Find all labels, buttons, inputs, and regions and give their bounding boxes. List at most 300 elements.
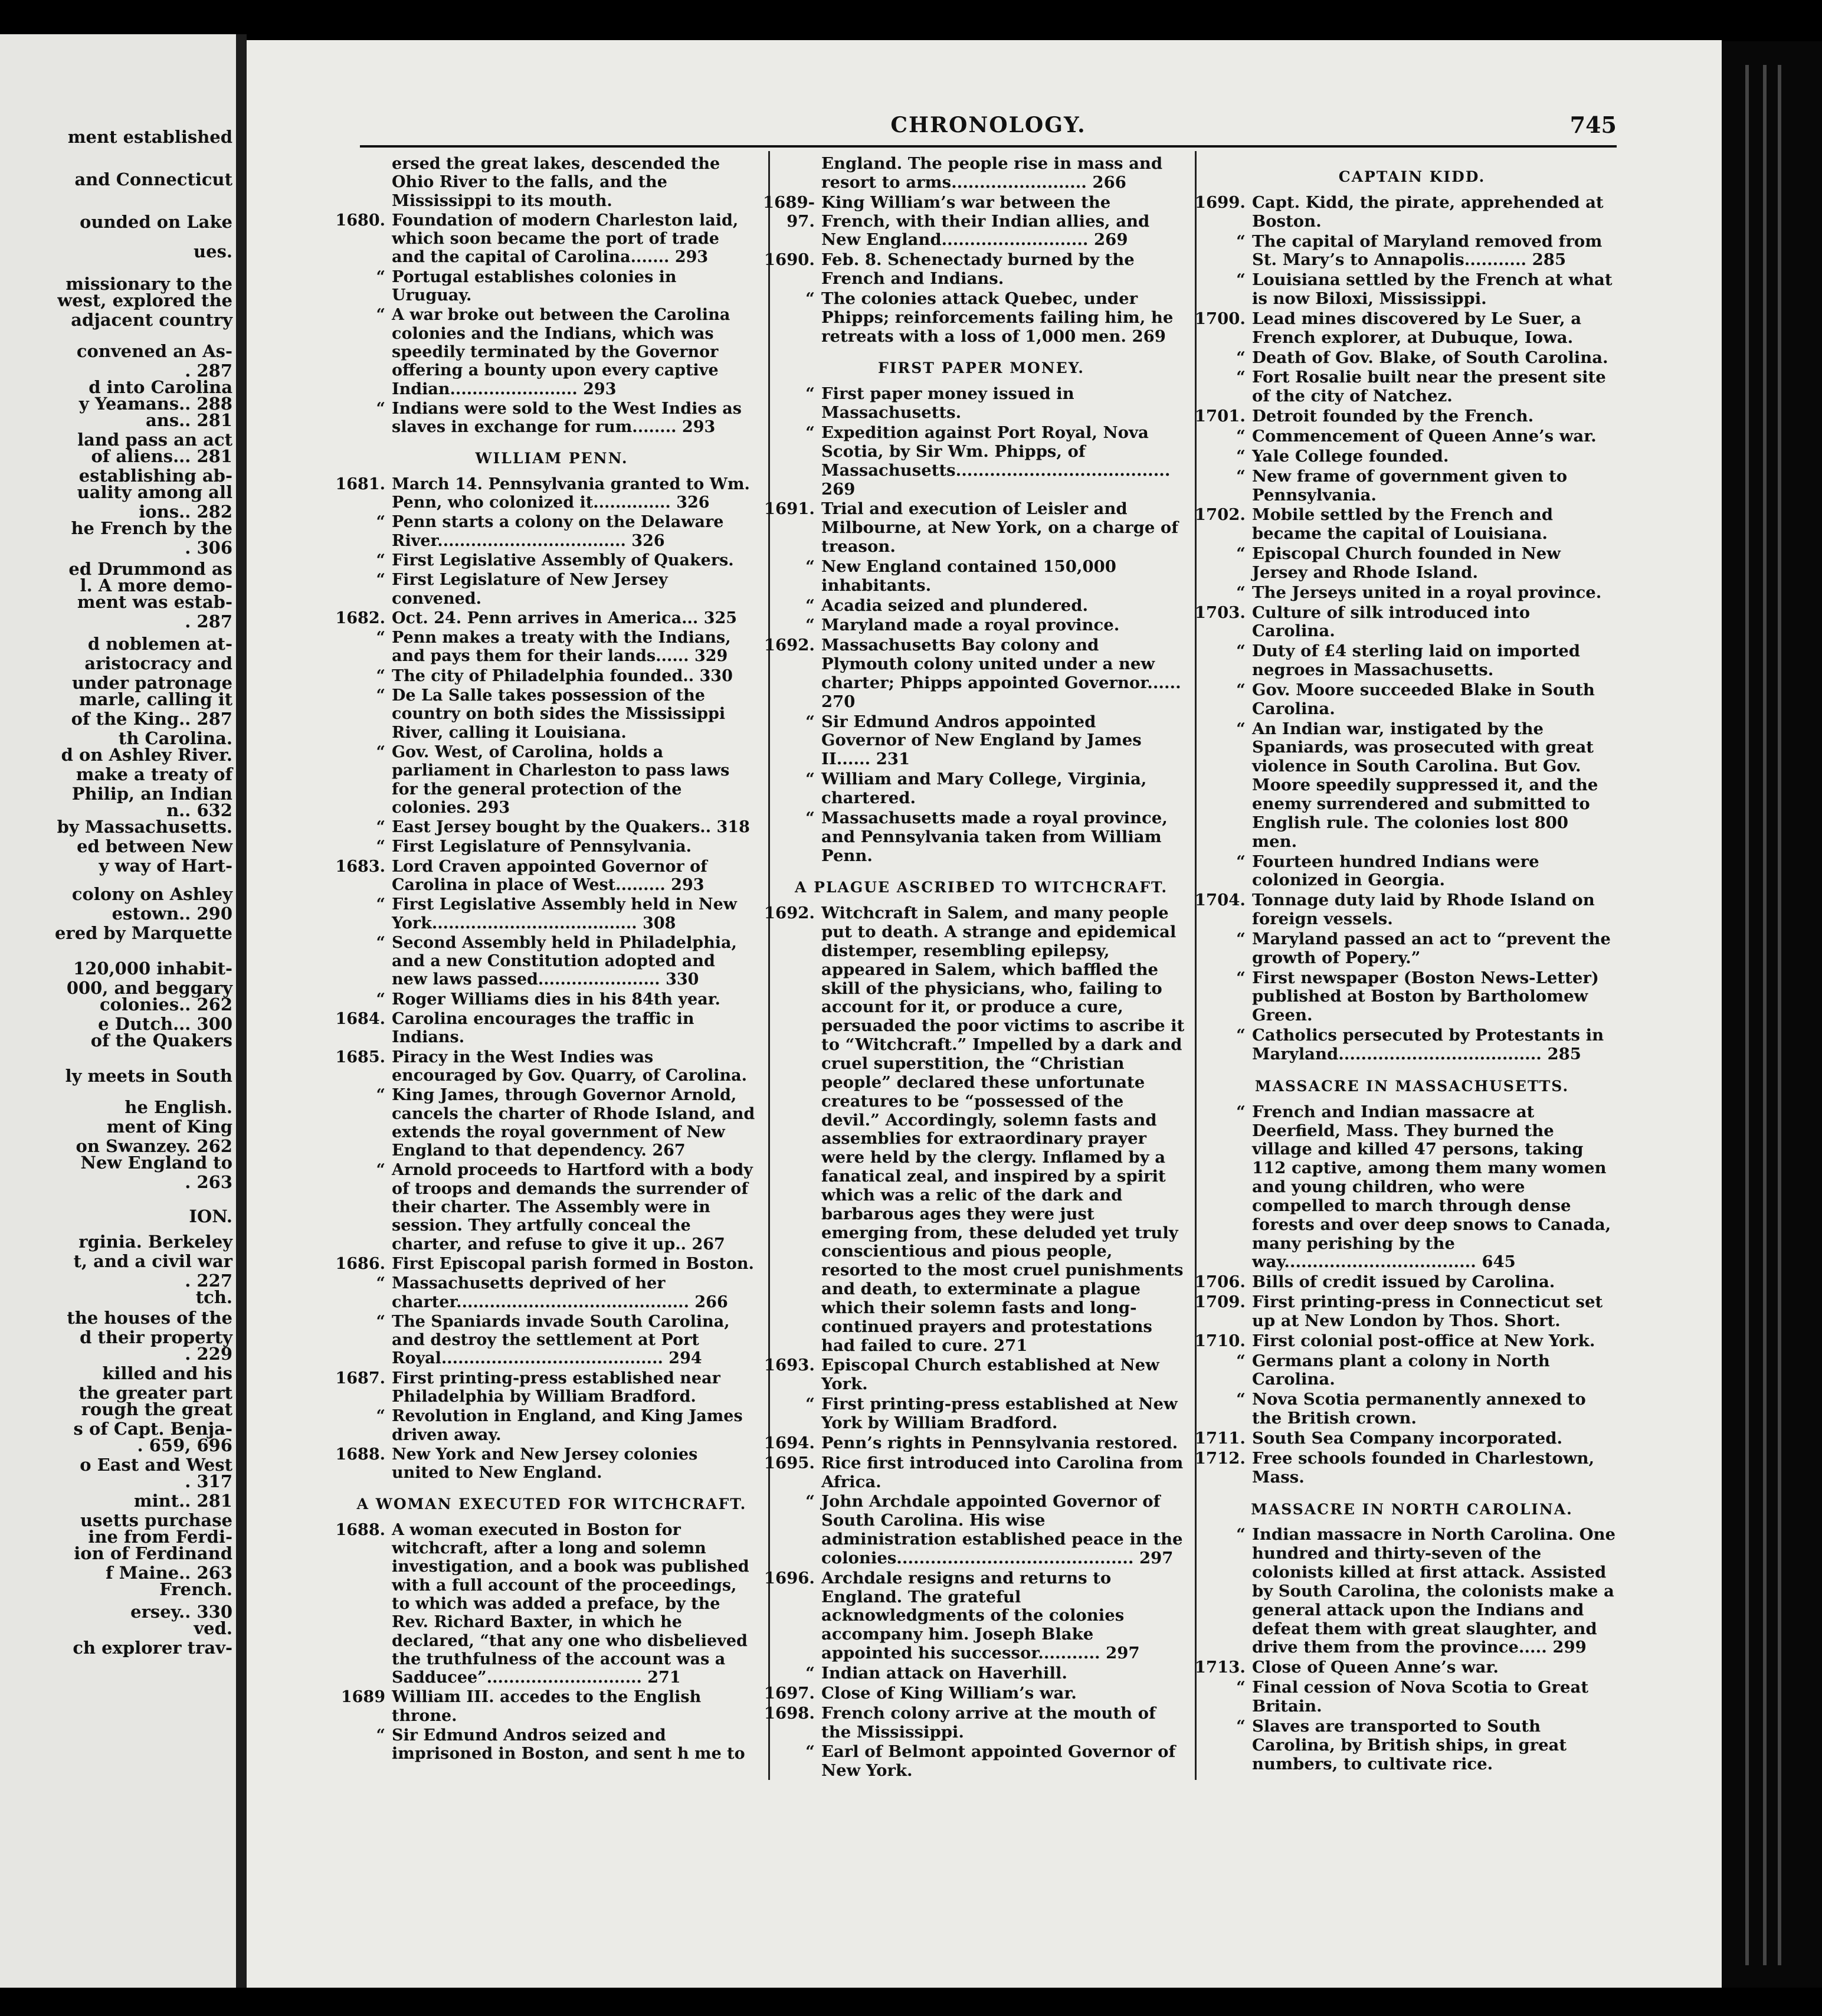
entry-text: Arnold proceeds to Hartford with a body of troops and demands the surrender of their charter. The Assembly were in session. They artfully conceal the charter, and refuse to give it up.. 267 xyxy=(392,1161,753,1254)
entry-year: 1711. xyxy=(1194,1429,1246,1448)
left-page-line: he French by the xyxy=(71,518,232,538)
left-page-line: o East and West xyxy=(80,1455,232,1475)
entry-text: Earl of Belmont appointed Governor of New York. xyxy=(821,1742,1176,1781)
entry-year: “ xyxy=(1236,1102,1246,1121)
entry-text: Detroit founded by the French. xyxy=(1252,407,1534,426)
entry-continuation: ersed the great lakes, descended the Ohio River to the falls, and the Mississippi to its mouth. xyxy=(392,155,720,210)
section-heading: A WOMAN EXECUTED FOR WITCHCRAFT. xyxy=(356,1495,747,1513)
left-page-line: usetts purchase xyxy=(80,1510,232,1530)
left-page-line: the greater part xyxy=(78,1383,232,1403)
entry-text: The city of Philadelphia founded.. 330 xyxy=(392,666,733,685)
entry-text: The capital of Maryland removed from St. Mary’s to Annapolis........... 285 xyxy=(1252,231,1603,270)
left-page-line: ersey.. 330 xyxy=(130,1602,232,1622)
left-page-line: l. A more demo- xyxy=(80,575,232,595)
entry-text: Acadia seized and plundered. xyxy=(821,595,1089,615)
chronology-entry xyxy=(1208,447,1615,466)
entry-year: “ xyxy=(1236,466,1246,486)
entry-year: 1698. xyxy=(763,1703,815,1723)
chronology-entry xyxy=(340,1688,755,1725)
entry-year: “ xyxy=(805,557,815,576)
entry-text: Maryland made a royal province. xyxy=(821,616,1120,635)
entry-text: Massachusetts made a royal province, and Pennsylvania taken from William Penn. xyxy=(821,808,1168,865)
entry-text: Massachusetts Bay colony and Plymouth colony united under a new charter; Phipps appointed Governor...... 270 xyxy=(821,636,1181,711)
left-page-line: colony on Ashley xyxy=(71,884,232,904)
left-page-line: ed between New xyxy=(77,836,232,856)
chronology-entry xyxy=(763,1453,1185,1492)
entry-text: Episcopal Church founded in New Jersey and Rhode Island. xyxy=(1252,544,1561,582)
column-left xyxy=(335,155,755,1765)
chronology-entry xyxy=(778,1395,1185,1433)
chronology-entry xyxy=(763,1356,1185,1394)
chronology-entry xyxy=(348,571,755,608)
left-page-line: th Carolina. xyxy=(118,728,232,748)
entry-year: 1689 xyxy=(340,1688,385,1707)
left-page-line: e Dutch... 300 xyxy=(98,1014,232,1034)
entry-text: March 14. Pennsylvania granted to Wm. Penn, who colonized it.............. 326 xyxy=(392,474,750,512)
entry-text: Lead mines discovered by Le Suer, a French explorer, at Dubuque, Iowa. xyxy=(1252,309,1582,347)
chronology-entry xyxy=(763,1703,1185,1742)
left-page-line: establishing ab- xyxy=(78,466,232,486)
entry-continuation: England. The people rise in mass and resort to arms........................ 266 xyxy=(821,154,1163,192)
entry-year: 1688. xyxy=(335,1520,385,1539)
left-page-line: tch. xyxy=(195,1287,232,1307)
entry-year: “ xyxy=(1236,968,1246,987)
entry-year: “ xyxy=(1236,270,1246,290)
chronology-entry xyxy=(348,1726,755,1763)
entry-year: “ xyxy=(805,595,815,615)
entry-text: Rice first introduced into Carolina from Africa. xyxy=(821,1453,1184,1491)
entry-year: “ xyxy=(376,990,385,1009)
entry-year: “ xyxy=(376,837,385,856)
entry-text: Penn’s rights in Pennsylvania restored. xyxy=(821,1433,1178,1452)
entry-text: Archdale resigns and returns to England. The grateful acknowledgments of the colonies accompany him. Joseph Blake appointed his successor........... 297 xyxy=(821,1568,1140,1663)
entry-year: “ xyxy=(1236,348,1246,367)
entry-text: Indian attack on Haverhill. xyxy=(821,1663,1067,1683)
chronology-entry xyxy=(1208,368,1615,406)
entry-text: Penn makes a treaty with the Indians, and pays them for their lands...... 329 xyxy=(392,629,731,666)
section-heading: CAPTAIN KIDD. xyxy=(1338,168,1486,185)
chronology-entry xyxy=(778,1743,1185,1781)
entry-text: New England contained 150,000 inhabitants. xyxy=(821,557,1116,595)
left-page-line: ans.. 281 xyxy=(145,410,232,430)
left-page-line: d on Ashley River. xyxy=(61,745,232,765)
chronology-entry xyxy=(1194,407,1615,426)
left-page-line: y Yeamans.. 288 xyxy=(78,394,232,414)
chronology-entry xyxy=(1208,271,1615,309)
entry-text: William and Mary College, Virginia, chartered. xyxy=(821,770,1147,807)
page-header xyxy=(360,109,1617,145)
section-heading: MASSACRE IN MASSACHUSETTS. xyxy=(1254,1077,1569,1095)
left-page-line: ch explorer trav- xyxy=(73,1638,232,1658)
entry-text: King James, through Governor Arnold, cancels the charter of Rhode Island, and extends the royal government of New England to that dependency. 267 xyxy=(392,1086,755,1160)
chronology-entry xyxy=(1194,1292,1615,1331)
left-page-line: New England to xyxy=(80,1153,232,1173)
left-page-line: . 659, 696 xyxy=(137,1435,232,1455)
entry-year: “ xyxy=(1236,680,1246,699)
chronology-entry xyxy=(1208,233,1615,270)
left-page-line: d noblemen at- xyxy=(87,634,232,654)
left-page-fragment xyxy=(0,34,236,1988)
left-page-line: under patronage xyxy=(72,673,232,693)
entry-text: Tonnage duty laid by Rhode Island on foreign vessels. xyxy=(1252,891,1595,929)
entry-text: Penn starts a colony on the Delaware River.................................. 326 xyxy=(392,513,724,550)
entry-text: Close of King William’s war. xyxy=(821,1683,1077,1703)
left-page-line: d their property xyxy=(80,1327,232,1347)
entry-year: 1709. xyxy=(1194,1292,1246,1312)
chronology-entry xyxy=(1208,545,1615,582)
chronology-entry xyxy=(778,597,1185,616)
entry-text: Free schools founded in Charlestown, Mass. xyxy=(1252,1448,1595,1487)
entry-text: Sir Edmund Andros seized and imprisoned in Boston, and sent h me to xyxy=(392,1726,745,1763)
section-heading: WILLIAM PENN. xyxy=(475,450,628,467)
entry-text: The Spaniards invade South Carolina, and destroy the settlement at Port Royal........................................ 294 xyxy=(392,1312,730,1368)
entry-text: Sir Edmund Andros appointed Governor of New England by James II...... 231 xyxy=(821,712,1142,769)
chronology-entry xyxy=(1208,1352,1615,1390)
entry-text: Carolina encourages the traffic in Indians. xyxy=(392,1010,694,1047)
section-heading: MASSACRE IN NORTH CAROLINA. xyxy=(1251,1500,1573,1518)
entry-text: An Indian war, instigated by the Spaniards, was prosecuted with great violence in South Carolina. But Gov. Moore speedily suppressed it, and the enemy surrendered and submitted to English rule. The colonies lost 800 men. xyxy=(1252,719,1598,851)
chronology-entry xyxy=(1208,1390,1615,1428)
section-heading: FIRST PAPER MONEY. xyxy=(878,359,1084,377)
left-page-line: ine from Ferdi- xyxy=(88,1527,232,1547)
left-page-line: . 287 xyxy=(185,361,232,381)
left-page-line: convened an As- xyxy=(76,341,232,361)
entry-year: “ xyxy=(376,571,385,590)
left-page-line: mint.. 281 xyxy=(133,1491,232,1511)
entry-year: 1700. xyxy=(1194,309,1246,328)
chronology-entry xyxy=(1208,349,1615,368)
left-page-line: on Swanzey. 262 xyxy=(76,1136,232,1156)
left-page-line: ment of King xyxy=(106,1117,232,1137)
chronology-entry xyxy=(335,857,755,895)
left-page-line: ment was estab- xyxy=(77,592,232,612)
entry-year: 1693. xyxy=(763,1356,815,1375)
chronology-entry xyxy=(348,1274,755,1311)
entry-text: Mobile settled by the French and became the capital of Louisiana. xyxy=(1252,505,1554,544)
left-page-line: adjacent country xyxy=(71,310,232,330)
entry-text: William III. accedes to the English throne. xyxy=(392,1688,702,1725)
entry-text: First Legislature of Pennsylvania. xyxy=(392,837,692,856)
chronology-entry xyxy=(1194,1448,1615,1487)
chronology-entry xyxy=(1208,467,1615,505)
entry-text: Indian massacre in North Carolina. One hundred and thirty-seven of the colonists killed at first attack. Assisted by South Carolina, the colonists make a general attack upon the Indians and defeat them with great slaughter, and drive them from the province..... 299 xyxy=(1252,1525,1616,1657)
entry-text: Louisiana settled by the French at what is now Biloxi, Mississippi. xyxy=(1252,270,1613,309)
left-page-line: west, explored the xyxy=(57,290,232,310)
chronology-entry xyxy=(348,818,755,836)
entry-text: First colonial post-office at New York. xyxy=(1252,1331,1595,1350)
chronology-entry xyxy=(348,513,755,550)
entry-year: “ xyxy=(376,742,385,761)
entry-text: Gov. Moore succeeded Blake in South Carolina. xyxy=(1252,680,1595,718)
entry-year: 1683. xyxy=(335,857,385,876)
entry-year: “ xyxy=(376,1161,385,1180)
chronology-entry xyxy=(1194,1429,1615,1448)
chronology-entry xyxy=(1208,1103,1615,1272)
left-page-line: of aliens... 281 xyxy=(91,446,232,466)
entry-text: Portugal establishes colonies in Uruguay. xyxy=(392,267,677,305)
entry-year: 1688. xyxy=(335,1445,385,1464)
chronology-entry xyxy=(348,400,755,437)
header-rule xyxy=(360,145,1617,148)
entry-text: First printing-press established near Philadelphia by William Bradford. xyxy=(392,1369,720,1406)
entry-text: Indians were sold to the West Indies as slaves in exchange for rum........ 293 xyxy=(392,399,742,437)
entry-year: 1691. xyxy=(763,499,815,519)
entry-year: “ xyxy=(805,384,815,404)
entry-year: “ xyxy=(1236,1026,1246,1045)
entry-text: Catholics persecuted by Protestants in Maryland.................................... 285 xyxy=(1252,1026,1604,1063)
left-page-line: colonies.. 262 xyxy=(99,994,232,1014)
entry-text: A woman executed in Boston for witchcraft, after a long and solemn investigation, and a book was published with a full account of the proceedings, to which was added a preface, by the Rev. Richard Baxter, in which he declared, “that any one who disbelieved the truthfulness of the account was a Sadducee”............................ 271 xyxy=(392,1520,749,1687)
entry-text: East Jersey bought by the Quakers.. 318 xyxy=(392,818,750,837)
left-page-line: he English. xyxy=(124,1097,232,1117)
entry-text: John Archdale appointed Governor of South Carolina. His wise administration established peace in the colonies.......................................... 297 xyxy=(821,1492,1183,1567)
entry-year: “ xyxy=(1236,426,1246,446)
left-page-line: . 227 xyxy=(185,1271,232,1291)
entry-year: 1699. xyxy=(1194,192,1246,212)
entry-year: “ xyxy=(805,808,815,827)
entry-text: Slaves are transported to South Carolina, by British ships, in great numbers, to cultivate rice. xyxy=(1252,1716,1567,1773)
left-page-line: ved. xyxy=(194,1618,232,1638)
entry-year: “ xyxy=(1236,582,1246,602)
entry-year: “ xyxy=(376,666,385,685)
chronology-entry xyxy=(1208,681,1615,719)
entry-year: 1713. xyxy=(1194,1658,1246,1677)
left-page-line: of the King.. 287 xyxy=(71,709,232,729)
entry-text: Nova Scotia permanently annexed to the British crown. xyxy=(1252,1390,1586,1428)
entry-text: First Episcopal parish formed in Boston. xyxy=(392,1254,754,1273)
entry-text: Final cession of Nova Scotia to Great Britain. xyxy=(1252,1678,1589,1716)
entry-text: Massachusetts deprived of her charter.......................................... 266 xyxy=(392,1274,728,1311)
chronology-entry xyxy=(763,250,1185,289)
chronology-entry xyxy=(348,837,755,856)
left-page-line: . 317 xyxy=(185,1471,232,1491)
left-page-line: ion of Ferdinand xyxy=(74,1543,232,1563)
entry-text: Capt. Kidd, the pirate, apprehended at Boston. xyxy=(1252,192,1604,231)
left-page-line: rough the great xyxy=(81,1399,232,1419)
entry-text: South Sea Company incorporated. xyxy=(1252,1429,1563,1448)
entry-year: “ xyxy=(805,1492,815,1511)
chronology-entry xyxy=(763,192,1185,250)
column-right xyxy=(1194,155,1616,1775)
left-page-line: Philip, an Indian xyxy=(71,784,232,804)
column-middle xyxy=(763,154,1185,1782)
entry-text: First printing-press established at New York by William Bradford. xyxy=(821,1395,1178,1432)
section-heading: A PLAGUE ASCRIBED TO WITCHCRAFT. xyxy=(794,879,1168,896)
entry-year: 1684. xyxy=(335,1010,385,1029)
chronology-entry xyxy=(778,385,1185,423)
left-page-line: ounded on Lake xyxy=(80,212,232,232)
chronology-entry xyxy=(763,1568,1185,1663)
chronology-entry xyxy=(348,551,755,570)
chronology-entry xyxy=(778,809,1185,866)
chronology-entry xyxy=(348,268,755,305)
entry-year: “ xyxy=(376,399,385,418)
entry-text: Trial and execution of Leisler and Milbourne, at New York, on a charge of treason. xyxy=(821,499,1179,557)
entry-year: 1680. xyxy=(335,211,385,230)
chronology-entry xyxy=(778,770,1185,808)
left-page-line: . 263 xyxy=(185,1172,232,1192)
entry-text: Yale College founded. xyxy=(1252,446,1449,466)
chronology-entry xyxy=(335,1520,755,1687)
running-title: CHRONOLOGY. xyxy=(890,113,1086,138)
page-number: 745 xyxy=(1569,112,1617,138)
entry-year: 1704. xyxy=(1194,891,1246,910)
chronology-entry xyxy=(335,608,755,627)
chronology-entry xyxy=(1208,642,1615,680)
entry-year: “ xyxy=(376,1726,385,1745)
entry-year: “ xyxy=(1236,1351,1246,1370)
chronology-entry xyxy=(348,306,755,398)
entry-text: Germans plant a colony in North Carolina. xyxy=(1252,1351,1550,1389)
chronology-entry xyxy=(1194,603,1615,642)
entry-year: “ xyxy=(376,818,385,837)
left-page-line: ions.. 282 xyxy=(139,502,232,522)
left-page-line: marle, calling it xyxy=(79,689,232,709)
left-page-line: ION. xyxy=(189,1206,232,1226)
entry-text: Episcopal Church established at New York. xyxy=(821,1356,1159,1394)
entry-text: Lord Craven appointed Governor of Carolina in place of West......... 293 xyxy=(392,857,707,894)
left-page-line: s of Capt. Benja- xyxy=(73,1419,232,1439)
entry-year: “ xyxy=(1236,642,1246,661)
entry-year: 1706. xyxy=(1194,1272,1246,1292)
entry-year: “ xyxy=(1236,852,1246,871)
chronology-entry xyxy=(763,636,1185,711)
entry-year: “ xyxy=(376,1312,385,1331)
chronology-entry xyxy=(348,1407,755,1444)
chronology-entry xyxy=(335,1445,755,1482)
entry-year: 1696. xyxy=(763,1568,815,1588)
chronology-entry xyxy=(348,895,755,932)
chronology-entry xyxy=(1194,1658,1615,1677)
entry-year: “ xyxy=(376,267,385,286)
entry-year: 1697. xyxy=(763,1683,815,1703)
entry-year: “ xyxy=(376,686,385,705)
entry-text: Feb. 8. Schenectady burned by the French and Indians. xyxy=(821,250,1135,289)
left-page-line: ered by Marquette xyxy=(54,923,232,943)
chronology-entry xyxy=(763,499,1185,557)
entry-year: “ xyxy=(805,1663,815,1683)
entry-year: “ xyxy=(805,1395,815,1414)
left-page-line: killed and his xyxy=(102,1363,232,1383)
entry-year: 1702. xyxy=(1194,505,1246,525)
left-page-line: the houses of the xyxy=(67,1308,232,1328)
left-page-line: French. xyxy=(159,1579,232,1599)
left-page-line: ly meets in South xyxy=(65,1066,232,1086)
chronology-entry xyxy=(778,558,1185,595)
entry-text: New frame of government given to Pennsylvania. xyxy=(1252,466,1568,505)
chronology-entry xyxy=(335,474,755,512)
entry-text: Fourteen hundred Indians were colonized in Georgia. xyxy=(1252,852,1539,890)
chronology-entry xyxy=(335,1369,755,1406)
chronology-entry xyxy=(1194,1272,1615,1292)
entry-text: A war broke out between the Carolina colonies and the Indians, which was speedily terminated by the Governor offering a bounty upon every captive Indian....................... 293 xyxy=(392,306,730,398)
entry-year: 1712. xyxy=(1194,1448,1246,1468)
chronology-entry xyxy=(778,616,1185,635)
entry-text: Close of Queen Anne’s war. xyxy=(1252,1658,1499,1677)
left-page-line: 000, and beggary xyxy=(66,978,232,998)
left-page-line: rginia. Berkeley xyxy=(78,1232,232,1252)
entry-year: “ xyxy=(1236,446,1246,466)
entry-text: Fort Rosalie built near the present site of the city of Natchez. xyxy=(1252,368,1606,406)
chronology-entry xyxy=(1208,1026,1615,1064)
entry-text: Piracy in the West Indies was encouraged by Gov. Quarry, of Carolina. xyxy=(392,1048,748,1085)
chronology-entry xyxy=(763,1683,1185,1703)
chronology-entry xyxy=(348,686,755,742)
left-page-line: 120,000 inhabit- xyxy=(73,958,232,978)
entry-year: “ xyxy=(805,289,815,308)
entry-year: 1689-97. xyxy=(763,192,815,231)
left-page-line: t, and a civil war xyxy=(73,1251,232,1271)
entry-year: “ xyxy=(1236,1525,1246,1544)
left-page-line: by Massachusetts. xyxy=(57,817,232,837)
entry-text: First printing-press in Connecticut set up at New London by Thos. Short. xyxy=(1252,1292,1603,1330)
entry-year: 1687. xyxy=(335,1369,385,1387)
entry-year: “ xyxy=(805,423,815,442)
chronology-entry xyxy=(1194,891,1615,929)
chronology-entry xyxy=(1208,930,1615,968)
left-page-line: . 306 xyxy=(185,538,232,558)
entry-text: New York and New Jersey colonies united to New England. xyxy=(392,1445,698,1482)
left-page-line: ues. xyxy=(194,241,232,261)
entry-year: “ xyxy=(805,712,815,731)
left-page-line: of the Quakers xyxy=(90,1030,232,1050)
entry-text: Witchcraft in Salem, and many people put to death. A strange and epidemical distemper, resembling epilepsy, appeared in Salem, which baffled the skill of the physicians, who, failing to account for it, or produce a cure, persuaded the poor victims to ascribe it to “Witchcraft.” Impelled by a dark and cruel superstition, the “Christian people” declared these unfortunate creatures to be “possessed of the devil.” Accordingly, solemn fasts and assemblies for extraordinary prayer were held by the clergy. Inflamed by a fanatical zeal, and inspired by a spirit which was a relic of the dark and barbarous ages they were just emerging from, these deluded yet truly conscientious and pious people, resorted to the most cruel punishments and death, to exterminate a plague which their solemn fasts and long-continued prayers and protestations had failed to cure. 271 xyxy=(821,904,1185,1355)
scan-border xyxy=(0,1988,1822,2016)
entry-text: The Jerseys united in a royal province. xyxy=(1252,582,1602,602)
chronology-entry xyxy=(778,424,1185,499)
entry-text: French colony arrive at the mouth of the Mississippi. xyxy=(821,1703,1156,1742)
entry-text: Commencement of Queen Anne’s war. xyxy=(1252,426,1597,446)
entry-text: The colonies attack Quebec, under Phipps; reinforcements failing him, he retreats with a loss of 1,000 men. 269 xyxy=(821,289,1174,346)
entry-year: 1681. xyxy=(335,474,385,493)
left-page-line: y way of Hart- xyxy=(99,856,232,876)
chronology-entry xyxy=(763,904,1185,1355)
chronology-entry xyxy=(335,1010,755,1047)
entry-year: 1685. xyxy=(335,1048,385,1066)
entry-year: “ xyxy=(1236,1678,1246,1697)
chronology-entry xyxy=(778,713,1185,770)
entry-text: First Legislature of New Jersey convened. xyxy=(392,571,668,608)
entry-year: 1690. xyxy=(763,250,815,270)
chronology-entry xyxy=(348,934,755,989)
chronology-entry xyxy=(1194,309,1615,348)
entry-text: First paper money issued in Massachusetts. xyxy=(821,384,1074,423)
entry-text: De La Salle takes possession of the country on both sides the Mississippi River, calling it Louisiana. xyxy=(392,686,726,742)
entry-text: Revolution in England, and King James driven away. xyxy=(392,1407,743,1444)
chronology-entry xyxy=(1208,969,1615,1026)
entry-year: “ xyxy=(805,1742,815,1762)
entry-text: Oct. 24. Penn arrives in America... 325 xyxy=(392,608,738,627)
book-gutter xyxy=(236,34,247,1988)
left-page-line: . 287 xyxy=(185,611,232,631)
entry-year: “ xyxy=(376,1407,385,1426)
entry-year: 1686. xyxy=(335,1254,385,1273)
left-page-line: ed Drummond as xyxy=(68,559,232,579)
entry-text: Maryland passed an act to “prevent the growth of Popery.” xyxy=(1252,929,1611,967)
left-page-line: d into Carolina xyxy=(89,377,232,397)
chronology-entry xyxy=(348,667,755,685)
left-page-line: ment established xyxy=(67,127,232,147)
entry-year: 1692. xyxy=(763,904,815,923)
entry-year: 1695. xyxy=(763,1453,815,1472)
chronology-entry xyxy=(1208,720,1615,852)
entry-year: 1692. xyxy=(763,636,815,655)
chronology-entry xyxy=(1208,1678,1615,1716)
left-page-line: land pass an act xyxy=(77,430,232,450)
chronology-entry xyxy=(778,1493,1185,1567)
entry-text: Culture of silk introduced into Carolina. xyxy=(1252,603,1531,641)
book-edge xyxy=(1722,41,1822,1989)
